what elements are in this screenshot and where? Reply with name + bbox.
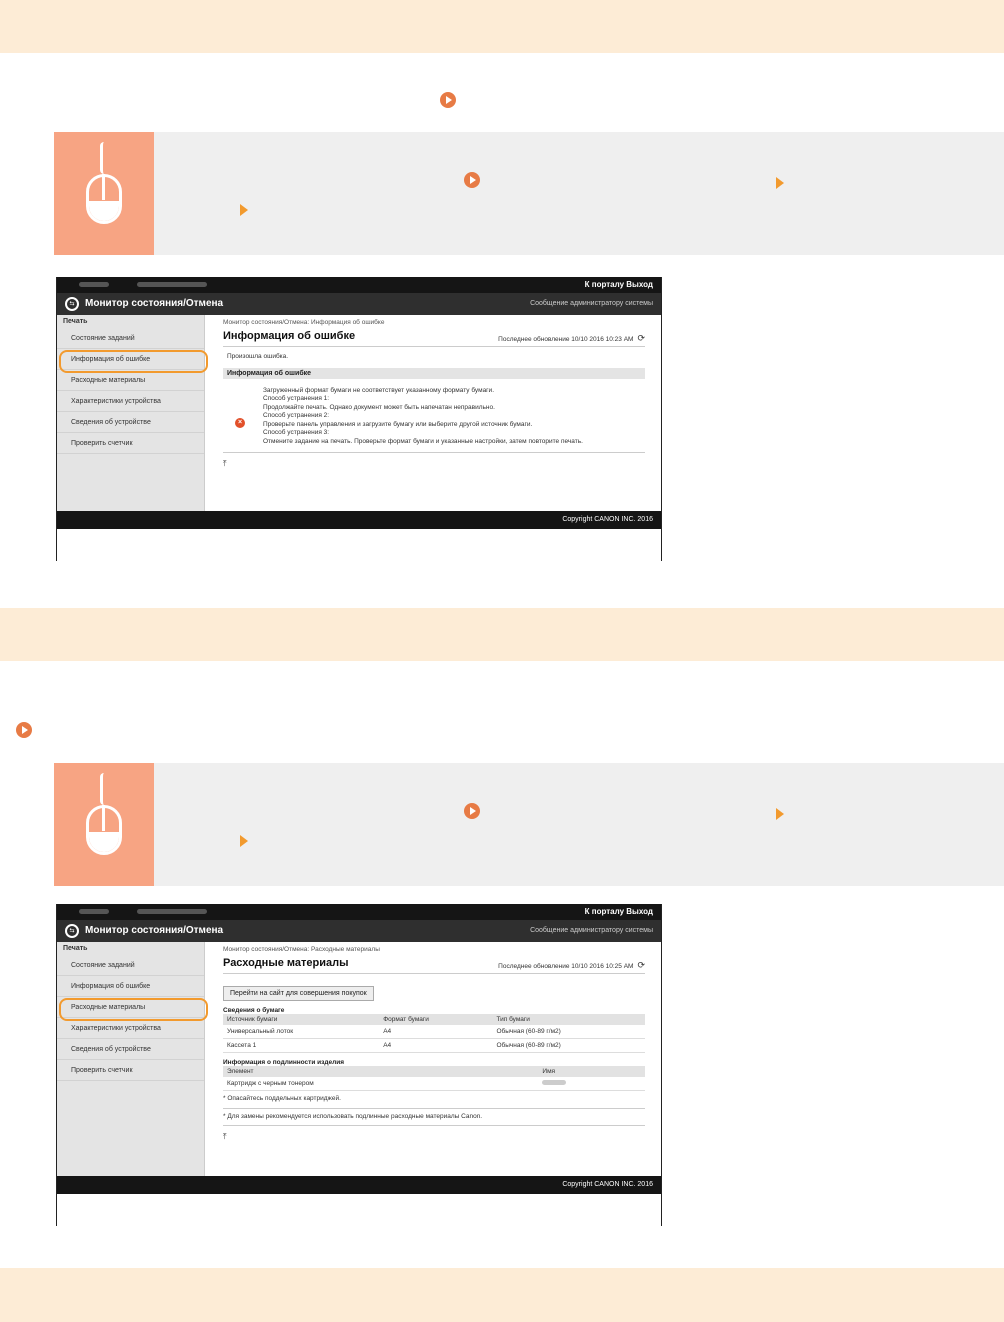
footer: Copyright CANON INC. 2016	[57, 511, 661, 529]
sidebar-section: Печать	[63, 318, 88, 325]
breadcrumb: Монитор состояния/Отмена: Расходные материалы	[223, 946, 380, 953]
mouse-cord	[100, 142, 108, 174]
status-text: Произошла ошибка.	[227, 353, 289, 360]
table-row: Кассета 1 A4 Обычная (60-89 г/м2)	[223, 1039, 645, 1053]
refresh-icon[interactable]: ⟳	[637, 333, 645, 343]
sidebar	[57, 942, 205, 1176]
main-panel	[207, 942, 661, 1146]
status-monitor-icon: ⇆	[65, 924, 79, 938]
sidebar-item-check-counter[interactable]: Проверить счетчик	[57, 1060, 204, 1081]
error-details: × Загруженный формат бумаги не соответствует указанному формату бумаги. Способ устранения 1: Продолжайте печать. Однако документ может быть напечатан неправильно. Способ устранения 2: Проверьте панель управления и загрузите бумагу или выберите другой источник бумаги. Способ устранения 3: Отмените задание на печать. Проверьте формат бумаги и указанные настройки, затем повторите печать.	[223, 387, 645, 447]
sidebar-item-job-status[interactable]: Состояние заданий	[57, 955, 204, 976]
error-info-header: Информация об ошибке	[223, 368, 645, 379]
table-row: Универсальный лоток A4 Обычная (60-89 г/м2)	[223, 1025, 645, 1039]
sidebar-item-consumables[interactable]: Расходные материалы	[57, 370, 204, 391]
title-bar	[57, 293, 661, 315]
status-monitor-icon: ⇆	[65, 297, 79, 311]
error-icon: ×	[235, 418, 245, 428]
content-area	[57, 942, 661, 1176]
last-update: Последнее обновление 10/10 2016 10:23 AM ⟳	[498, 333, 645, 343]
last-update: Последнее обновление 10/10 2016 10:25 AM ⟳	[498, 960, 645, 970]
paper-info-heading: Сведения о бумаге	[223, 1007, 285, 1014]
sidebar-item-error-info[interactable]: Информация об ошибке	[57, 976, 204, 997]
app-title: Монитор состояния/Отмена	[85, 925, 224, 936]
link-arrow-icon[interactable]	[464, 172, 480, 188]
sidebar-item-device-features[interactable]: Характеристики устройства	[57, 391, 204, 412]
breadcrumb: Монитор состояния/Отмена: Информация об ошибке	[223, 319, 385, 326]
step-arrow-icon	[776, 177, 784, 189]
note: * Для замены рекомендуется использовать подлинные расходные материалы Canon.	[223, 1112, 483, 1120]
footer: Copyright CANON INC. 2016	[57, 1176, 661, 1194]
main-panel	[207, 315, 661, 473]
mouse-cord	[100, 773, 108, 805]
sidebar-section: Печать	[63, 945, 88, 952]
consumables-heading: Информация о подлинности изделия	[223, 1059, 345, 1066]
link-arrow-icon[interactable]	[464, 803, 480, 819]
sidebar-item-device-info[interactable]: Сведения об устройстве	[57, 412, 204, 433]
mouse-operation-icon	[54, 132, 154, 255]
portal-logout-links[interactable]: К порталу Выход	[584, 280, 653, 289]
blurred-name	[542, 1080, 566, 1085]
top-bar	[57, 904, 661, 920]
mouse-operation-icon	[54, 763, 154, 886]
sidebar-item-device-features[interactable]: Характеристики устройства	[57, 1018, 204, 1039]
sidebar-item-check-counter[interactable]: Проверить счетчик	[57, 433, 204, 454]
back-to-top-icon[interactable]: ⤒	[223, 459, 227, 468]
back-to-top-icon[interactable]: ⤒	[223, 1132, 227, 1141]
app-title: Монитор состояния/Отмена	[85, 298, 224, 309]
title-bar	[57, 920, 661, 942]
shop-site-button[interactable]: Перейти на сайт для совершения покупок	[223, 986, 374, 1001]
link-arrow-icon[interactable]	[440, 92, 456, 108]
page-title: Информация об ошибке	[223, 330, 356, 342]
sidebar-item-job-status[interactable]: Состояние заданий	[57, 328, 204, 349]
admin-message-link[interactable]: Сообщение администратору системы	[530, 300, 653, 307]
note: * Опасайтесь поддельных картриджей.	[223, 1095, 341, 1102]
page-title: Расходные материалы	[223, 957, 349, 969]
section-header-band	[0, 1268, 1004, 1322]
screenshot-consumables	[56, 904, 662, 1226]
top-bar	[57, 277, 661, 293]
section-header-band	[0, 608, 1004, 661]
operation-tip-box	[54, 763, 1004, 886]
content-area	[57, 315, 661, 511]
section-header-band	[0, 0, 1004, 53]
table-row: Картридж с черным тонером	[223, 1077, 645, 1091]
admin-message-link[interactable]: Сообщение администратору системы	[530, 927, 653, 934]
step-arrow-icon	[240, 204, 248, 216]
link-arrow-icon[interactable]	[16, 722, 32, 738]
step-arrow-icon	[240, 835, 248, 847]
screenshot-error-info	[56, 277, 662, 561]
consumables-table: Элемент Имя Картридж с черным тонером	[223, 1066, 645, 1091]
paper-info-table: Источник бумаги Формат бумаги Тип бумаги Универсальный лоток A4 Обычная (60-89 г/м2) Кассета 1 A4 Обычная (60-89 г/м2)	[223, 1014, 645, 1053]
portal-logout-links[interactable]: К порталу Выход	[584, 907, 653, 916]
sidebar-item-error-info[interactable]: Информация об ошибке	[57, 349, 204, 370]
step-arrow-icon	[776, 808, 784, 820]
sidebar-item-device-info[interactable]: Сведения об устройстве	[57, 1039, 204, 1060]
sidebar	[57, 315, 205, 511]
operation-tip-box	[54, 132, 1004, 255]
sidebar-item-consumables[interactable]: Расходные материалы	[57, 997, 204, 1018]
refresh-icon[interactable]: ⟳	[637, 960, 645, 970]
